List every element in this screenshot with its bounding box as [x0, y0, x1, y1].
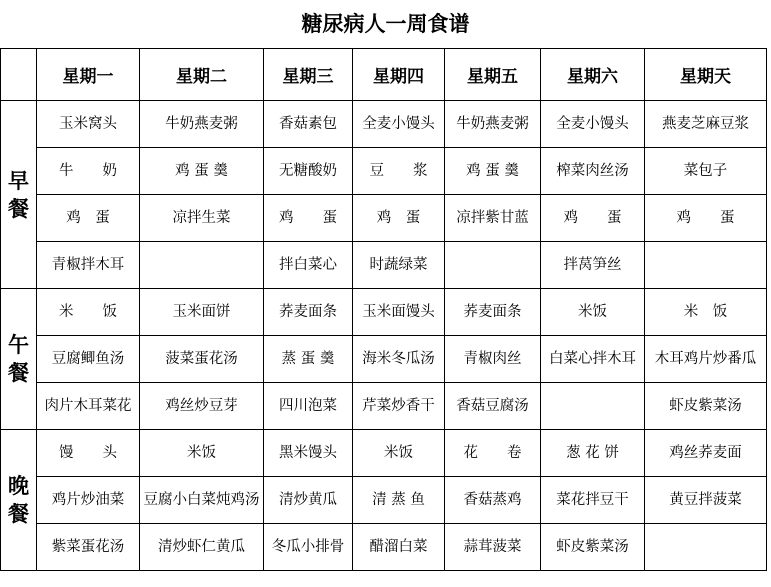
- menu-cell: 鸡 蛋 羹: [445, 148, 541, 195]
- menu-cell: 香菇蒸鸡: [445, 477, 541, 524]
- menu-cell: 鸡丝荞麦面: [645, 430, 767, 477]
- menu-cell: 米饭: [140, 430, 264, 477]
- menu-cell: 四川泡菜: [264, 383, 353, 430]
- meal-label-breakfast: 早 餐: [1, 101, 37, 289]
- menu-cell: 全麦小馒头: [541, 101, 645, 148]
- table-row: [1, 148, 767, 195]
- menu-cell: 米 饭: [645, 289, 767, 336]
- menu-cell: 黑米馒头: [264, 430, 353, 477]
- menu-cell: 菜包子: [645, 148, 767, 195]
- menu-cell: 虾皮紫菜汤: [541, 524, 645, 571]
- menu-cell: 青椒肉丝: [445, 336, 541, 383]
- table-row: [1, 101, 767, 148]
- menu-cell: [445, 242, 541, 289]
- menu-cell: 木耳鸡片炒番瓜: [645, 336, 767, 383]
- menu-cell: 花 卷: [445, 430, 541, 477]
- menu-cell: 豆腐鲫鱼汤: [37, 336, 140, 383]
- menu-cell: 无糖酸奶: [264, 148, 353, 195]
- menu-cell: 牛奶燕麦粥: [140, 101, 264, 148]
- menu-cell: 醋溜白菜: [353, 524, 445, 571]
- menu-cell: [140, 242, 264, 289]
- menu-cell: 芹菜炒香干: [353, 383, 445, 430]
- table-row: [1, 336, 767, 383]
- menu-cell: 虾皮紫菜汤: [645, 383, 767, 430]
- menu-table: [0, 48, 767, 571]
- menu-cell: 清炒虾仁黄瓜: [140, 524, 264, 571]
- menu-cell: 馒 头: [37, 430, 140, 477]
- menu-cell: 米饭: [353, 430, 445, 477]
- menu-cell: 拌白菜心: [264, 242, 353, 289]
- menu-cell: 豆腐小白菜炖鸡汤: [140, 477, 264, 524]
- day-header: 星期天: [645, 49, 767, 101]
- meal-label-lunch: 午 餐: [1, 289, 37, 430]
- menu-cell: 清炒黄瓜: [264, 477, 353, 524]
- menu-cell: 凉拌紫甘蓝: [445, 195, 541, 242]
- page-title: 糖尿病人一周食谱: [301, 11, 470, 36]
- table-row: [1, 289, 767, 336]
- menu-cell: 紫菜蛋花汤: [37, 524, 140, 571]
- menu-cell: 时蔬绿菜: [353, 242, 445, 289]
- table-row: [1, 383, 767, 430]
- menu-cell: [645, 524, 767, 571]
- menu-cell: 青椒拌木耳: [37, 242, 140, 289]
- menu-cell: 鸡丝炒豆芽: [140, 383, 264, 430]
- menu-cell: 鸡 蛋: [645, 195, 767, 242]
- menu-cell: 榨菜肉丝汤: [541, 148, 645, 195]
- menu-cell: [541, 383, 645, 430]
- menu-cell: 蒸 蛋 羹: [264, 336, 353, 383]
- menu-cell: 冬瓜小排骨: [264, 524, 353, 571]
- table-row: [1, 524, 767, 571]
- day-header: 星期三: [264, 49, 353, 101]
- header-row: [1, 49, 767, 101]
- menu-cell: 清 蒸 鱼: [353, 477, 445, 524]
- menu-cell: 米 饭: [37, 289, 140, 336]
- menu-cell: 蒜茸菠菜: [445, 524, 541, 571]
- menu-cell: 白菜心拌木耳: [541, 336, 645, 383]
- day-header: 星期一: [37, 49, 140, 101]
- day-header: 星期六: [541, 49, 645, 101]
- menu-cell: 菜花拌豆干: [541, 477, 645, 524]
- menu-cell: 玉米面馒头: [353, 289, 445, 336]
- menu-cell: 海米冬瓜汤: [353, 336, 445, 383]
- menu-cell: 肉片木耳菜花: [37, 383, 140, 430]
- menu-cell: 牛 奶: [37, 148, 140, 195]
- menu-cell: 菠菜蛋花汤: [140, 336, 264, 383]
- menu-cell: 牛奶燕麦粥: [445, 101, 541, 148]
- menu-cell: 拌莴笋丝: [541, 242, 645, 289]
- menu-cell: 豆 浆: [353, 148, 445, 195]
- table-row: [1, 195, 767, 242]
- table-row: [1, 430, 767, 477]
- table-row: [1, 242, 767, 289]
- menu-cell: 葱 花 饼: [541, 430, 645, 477]
- menu-cell: 米饭: [541, 289, 645, 336]
- menu-cell: 鸡 蛋: [353, 195, 445, 242]
- menu-cell: 荞麦面条: [264, 289, 353, 336]
- day-header: 星期四: [353, 49, 445, 101]
- menu-cell: 玉米面饼: [140, 289, 264, 336]
- menu-cell: 香菇豆腐汤: [445, 383, 541, 430]
- menu-cell: 鸡 蛋: [37, 195, 140, 242]
- corner-cell: [1, 49, 37, 101]
- menu-cell: 香菇素包: [264, 101, 353, 148]
- day-header: 星期二: [140, 49, 264, 101]
- menu-cell: 鸡片炒油菜: [37, 477, 140, 524]
- menu-cell: [645, 242, 767, 289]
- menu-cell: 鸡 蛋: [541, 195, 645, 242]
- menu-cell: 玉米窝头: [37, 101, 140, 148]
- day-header: 星期五: [445, 49, 541, 101]
- menu-cell: 全麦小馒头: [353, 101, 445, 148]
- table-row: [1, 477, 767, 524]
- menu-cell: 黄豆拌菠菜: [645, 477, 767, 524]
- meal-label-dinner: 晚 餐: [1, 430, 37, 571]
- menu-cell: 荞麦面条: [445, 289, 541, 336]
- menu-cell: 燕麦芝麻豆浆: [645, 101, 767, 148]
- menu-cell: 凉拌生菜: [140, 195, 264, 242]
- menu-cell: 鸡 蛋 羹: [140, 148, 264, 195]
- menu-cell: 鸡 蛋: [264, 195, 353, 242]
